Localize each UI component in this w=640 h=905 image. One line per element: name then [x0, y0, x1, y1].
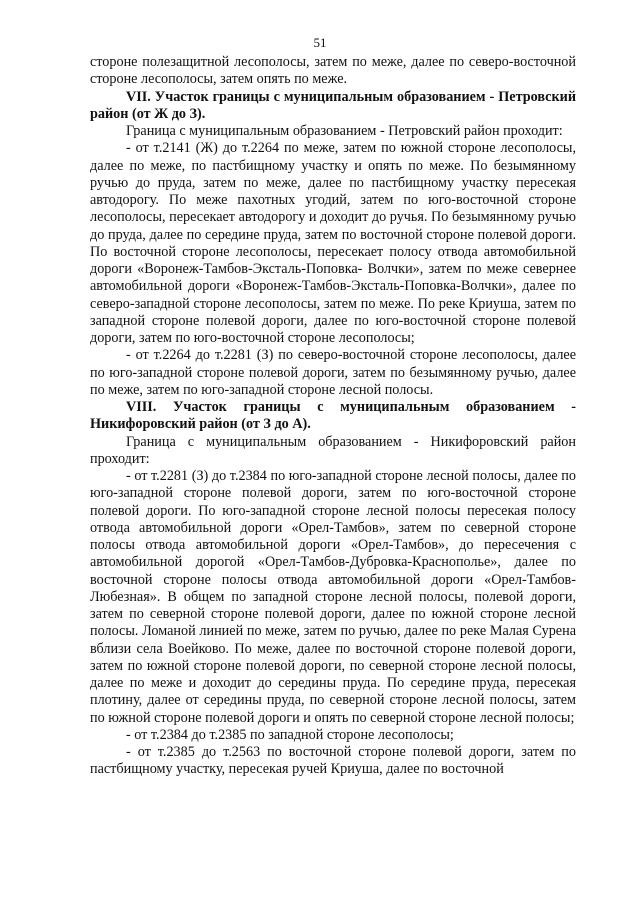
document-body [90, 54, 576, 779]
paragraph-intro-nikiforovsky: Граница с муниципальным образованием - Никифоровский район проходит: [90, 433, 576, 467]
paragraph-segment-2385-2563: - от т.2385 до т.2563 по восточной стороне полевой дороги, затем по пастбищному участку, пересекая ручей Криуша, далее по восточной [90, 744, 576, 778]
paragraph-segment-2281-2384: - от т.2281 (З) до т.2384 по юго-западной стороне лесной полосы, далее по юго-западной стороне полевой дороги, затем по юго-восточной стороне полевой дороги. По юго-западной стороне лесной полосы пересекая полосу отвода автомобильной дороги «Орел-Тамбов», затем по северной стороне полосы отвода автомобильной дороги «Орел-Тамбов», до пересечения с автомобильной дорогой «Орел-Тамбов-Дубровка-Краснополье», далее по восточной стороне полосы отвода автомобильной дороги «Орел-Тамбов-Любезная». В общем по западной стороне лесной полосы, полевой дороги, затем по северной стороне полевой дороги, далее по южной стороне лесной полосы. Ломаной линией по меже, затем по ручью, далее по реке Малая Сурена вблизи села Воейково. По меже, далее по восточной стороне полевой дороги, затем по южной стороне полевой дороги, по северной стороне лесной полосы, далее по меже и доходит до середины пруда. По середине пруда, пересекая плотину, далее от середины пруда, по северной стороне лесной полосы, затем по южной стороне полевой дороги и опять по северной стороне лесной полосы; [90, 468, 576, 726]
paragraph-continuation: стороне полезащитной лесополосы, затем по меже, далее по северо-восточной стороне лесополосы, затем опять по меже. [90, 54, 576, 88]
section-heading-viii: VIII. Участок границы с муниципальным образованием - Никифоровский район (от З до А). [90, 399, 576, 433]
section-heading-vii: VII. Участок границы с муниципальным образованием - Петровский район (от Ж до З). [90, 88, 576, 122]
paragraph-segment-2141-2264: - от т.2141 (Ж) до т.2264 по меже, затем по южной стороне лесополосы, далее по меже, по пастбищному участку и опять по меже. По безымянному ручью до пруда, затем по меже, далее по пастбищному участку пересекая автодорогу. По меже пахотных угодий, затем по юго-восточной стороне лесополосы, пересекает автодорогу и доходит до ручья. По безымянному ручью до пруда, далее по середине пруда, затем по восточной стороне полевой дороги. По восточной стороне лесополосы, пересекает полосу отвода автомобильной дороги «Воронеж-Тамбов-Эксталь-Поповка- Волчки», затем по меже севернее автомобильной дороги «Воронеж-Тамбов-Эксталь-Поповка-Волчки», далее по северо-западной стороне лесополосы, затем по меже. По реке Криуша, затем по западной стороне полевой дороги, далее по юго-восточной стороне полевой дороги, затем по юго-восточной стороне лесополосы; [90, 140, 576, 346]
paragraph-segment-2384-2385: - от т.2384 до т.2385 по западной стороне лесополосы; [126, 726, 454, 743]
paragraph-intro-petrovsky: Граница с муниципальным образованием - Петровский район проходит: [126, 123, 563, 139]
page-number: 51 [313, 35, 327, 50]
paragraph-segment-2264-2281: - от т.2264 до т.2281 (З) по северо-восточной стороне лесополосы, далее по юго-западной стороне полевой дороги, затем по безымянному ручью, далее по меже, затем по юго-западной стороне лесной полосы. [90, 347, 576, 398]
